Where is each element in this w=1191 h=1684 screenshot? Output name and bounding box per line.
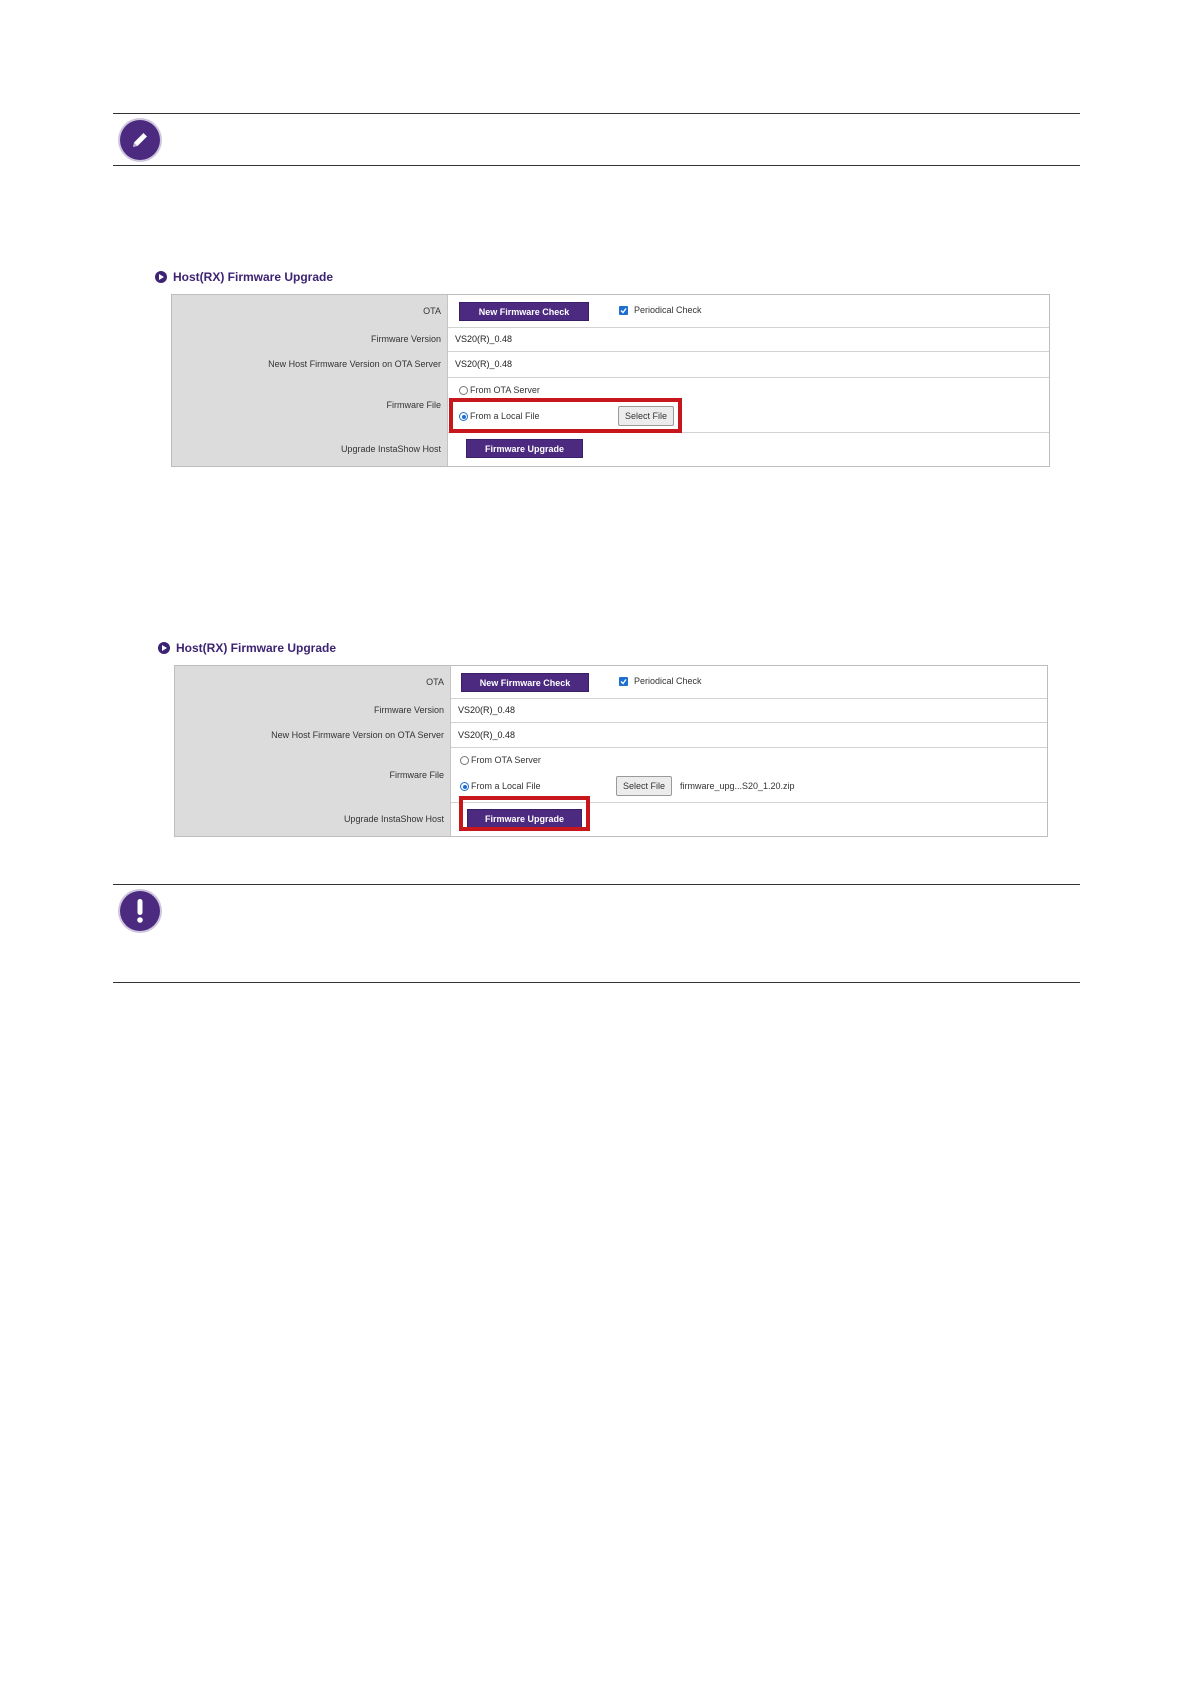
new-host-version-row — [172, 351, 1049, 378]
new-firmware-check-button[interactable]: New Firmware Check — [459, 302, 589, 321]
select-file-button[interactable]: Select File — [618, 406, 674, 426]
ota-row — [175, 666, 1047, 699]
warning-bottom-rule — [113, 982, 1080, 983]
ota-row — [172, 295, 1049, 328]
firmware-version-row — [175, 698, 1047, 723]
note-bottom-rule — [113, 165, 1080, 166]
panel-title — [158, 641, 336, 655]
firmware-version-value: VS20(R)_0.48 — [458, 705, 516, 715]
firmware-settings-table — [171, 294, 1050, 467]
local-file-highlight — [449, 398, 682, 433]
panel-title-text: Host(RX) Firmware Upgrade — [176, 641, 337, 655]
new-host-version-value: VS20(R)_0.48 — [455, 359, 513, 369]
panel-title-text: Host(RX) Firmware Upgrade — [173, 270, 334, 284]
new-firmware-check-button[interactable]: New Firmware Check — [461, 673, 589, 692]
exclamation-icon — [120, 891, 160, 931]
firmware-version-label: Firmware Version — [172, 327, 448, 351]
new-host-version-label: New Host Firmware Version on OTA Server — [172, 351, 448, 377]
firmware-version-row — [172, 327, 1049, 352]
firmware-file-label: Firmware File — [172, 377, 448, 432]
from-ota-server-label: From OTA Server — [470, 385, 540, 395]
from-local-file-radio[interactable] — [460, 782, 469, 791]
upgrade-label: Upgrade InstaShow Host — [172, 432, 448, 466]
pencil-icon — [120, 120, 160, 160]
play-circle-icon — [155, 271, 167, 283]
firmware-upgrade-button[interactable]: Firmware Upgrade — [466, 439, 583, 458]
from-ota-server-radio[interactable] — [459, 386, 468, 395]
periodical-check-checkbox[interactable] — [619, 677, 628, 686]
ota-label: OTA — [172, 295, 448, 327]
from-ota-server-radio[interactable] — [460, 756, 469, 765]
from-ota-server-label: From OTA Server — [471, 755, 541, 765]
warning-top-rule — [113, 884, 1080, 885]
new-host-version-row — [175, 722, 1047, 748]
periodical-check-label: Periodical Check — [634, 676, 702, 686]
play-circle-icon — [158, 642, 170, 654]
upgrade-row — [175, 802, 1047, 836]
select-file-button[interactable]: Select File — [616, 776, 672, 796]
periodical-check-label: Periodical Check — [634, 305, 702, 315]
from-local-file-label: From a Local File — [470, 411, 540, 421]
firmware-settings-table — [174, 665, 1048, 837]
panel-title — [155, 270, 333, 284]
firmware-file-label: Firmware File — [175, 747, 451, 802]
periodical-check-checkbox[interactable] — [619, 306, 628, 315]
firmware-version-label: Firmware Version — [175, 698, 451, 722]
new-host-version-value: VS20(R)_0.48 — [458, 730, 516, 740]
firmware-version-value: VS20(R)_0.48 — [455, 334, 513, 344]
note-top-rule — [113, 113, 1080, 114]
firmware-upgrade-highlight — [459, 796, 590, 831]
from-local-file-label: From a Local File — [471, 781, 541, 791]
upgrade-label: Upgrade InstaShow Host — [175, 802, 451, 836]
upgrade-row — [172, 432, 1049, 466]
firmware-file-row — [175, 747, 1047, 803]
new-host-version-label: New Host Firmware Version on OTA Server — [175, 722, 451, 747]
firmware-upgrade-button[interactable]: Firmware Upgrade — [467, 809, 582, 828]
ota-label: OTA — [175, 666, 451, 698]
selected-file-name: firmware_upg...S20_1.20.zip — [680, 781, 795, 791]
